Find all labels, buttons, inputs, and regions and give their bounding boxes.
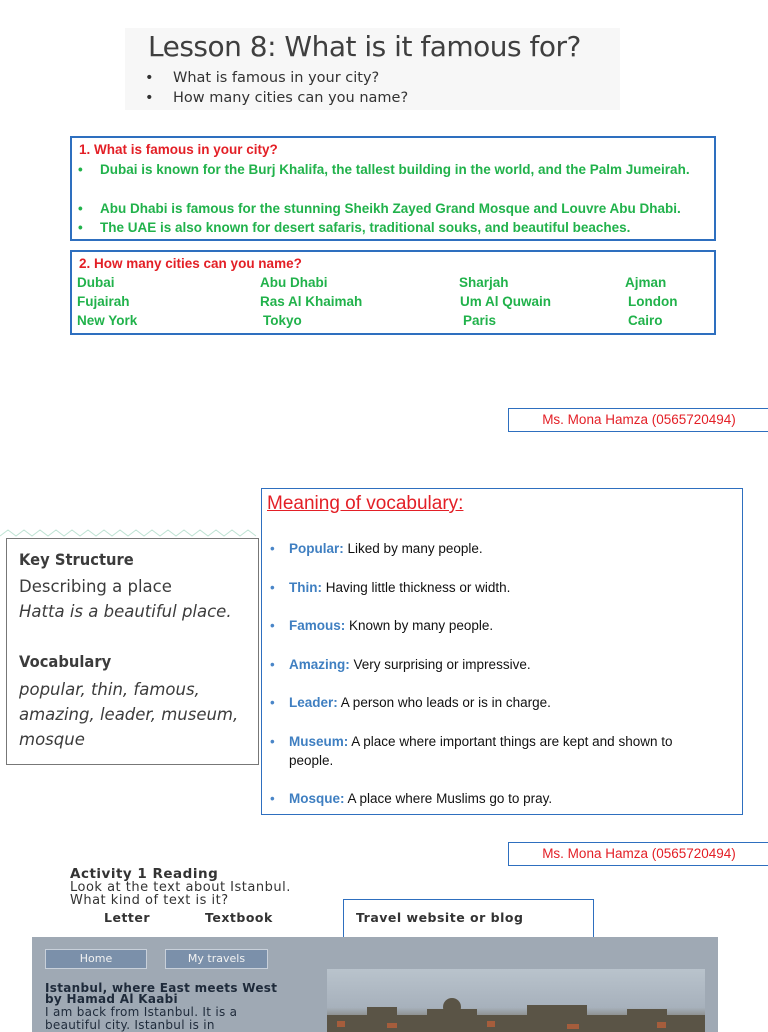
nav-home: Home xyxy=(45,949,147,969)
key-structure-line: Describing a place xyxy=(19,577,172,596)
lesson-bullet: • What is famous in your city? xyxy=(145,70,380,86)
blog-preview xyxy=(32,937,718,1032)
vocab-item: • Popular: Liked by many people. xyxy=(270,541,483,556)
city-name: Tokyo xyxy=(263,313,302,328)
vocab-item: • Thin: Having little thickness or width. xyxy=(270,580,511,595)
vocab-item: • Amazing: Very surprising or impressive. xyxy=(270,657,531,672)
question-1-title: 1. What is famous in your city? xyxy=(79,142,278,157)
teacher-credit: Ms. Mona Hamza (0565720494) xyxy=(508,842,768,866)
vocab-item: • Museum: A place where important things are kept and shown to people. xyxy=(270,734,673,768)
nav-my-travels: My travels xyxy=(165,949,268,969)
activity-title: Activity 1 Reading xyxy=(70,866,219,882)
blog-author: by Hamad Al Kaabi xyxy=(45,992,178,1006)
teacher-credit: Ms. Mona Hamza (0565720494) xyxy=(508,408,768,432)
key-structure-heading: Key Structure xyxy=(19,550,134,569)
vocab-item: • Famous: Known by many people. xyxy=(270,618,494,633)
vocabulary-line: amazing, leader, museum, xyxy=(19,705,239,724)
vocabulary-line: popular, thin, famous, xyxy=(19,680,200,699)
city-name: Sharjah xyxy=(459,275,509,290)
vocabulary-heading: Vocabulary xyxy=(19,652,112,671)
key-structure-example: Hatta is a beautiful place. xyxy=(19,602,232,621)
option-travel-website: Travel website or blog xyxy=(356,910,524,925)
answer-item: • Abu Dhabi is famous for the stunning Sheikh Zayed Grand Mosque and Louvre Abu Dhabi. xyxy=(78,201,681,216)
city-name: Paris xyxy=(463,313,497,328)
lesson-title: Lesson 8: What is it famous for? xyxy=(148,30,581,63)
city-name: Ajman xyxy=(625,275,667,290)
city-name: Fujairah xyxy=(77,294,130,309)
blog-body-line: beautiful city. Istanbul is in xyxy=(45,1018,215,1032)
activity-instruction: Look at the text about Istanbul. xyxy=(70,880,291,895)
lesson-header xyxy=(125,28,620,110)
answer-item: • The UAE is also known for desert safaris, traditional souks, and beautiful beaches. xyxy=(78,220,631,235)
vocabulary-meaning-title: Meaning of vocabulary: xyxy=(267,493,464,514)
city-name: Dubai xyxy=(77,275,115,290)
key-structure-card xyxy=(6,538,259,765)
option-letter: Letter xyxy=(104,910,151,925)
city-name: London xyxy=(628,294,678,309)
blog-body-line: I am back from Istanbul. It is a xyxy=(45,1005,238,1019)
answer-item: • Dubai is known for the Burj Khalifa, the tallest building in the world, and the Palm Jumeirah. xyxy=(78,162,690,177)
question-1-box xyxy=(70,136,716,241)
blog-heading: Istanbul, where East meets West xyxy=(45,981,278,995)
question-2-title: 2. How many cities can you name? xyxy=(79,256,302,271)
lesson-bullet: • How many cities can you name? xyxy=(145,90,409,106)
city-name: Cairo xyxy=(628,313,663,328)
vocabulary-meaning-box xyxy=(261,488,743,815)
city-name: Ras Al Khaimah xyxy=(260,294,363,309)
option-textbook: Textbook xyxy=(205,910,273,925)
city-name: New York xyxy=(77,313,138,328)
istanbul-photo xyxy=(327,969,705,1032)
city-name: Um Al Quwain xyxy=(460,294,552,309)
lesson-bullets xyxy=(145,68,408,108)
vocab-item: • Mosque: A place where Muslims go to pray. xyxy=(270,791,553,806)
vocab-item: • Leader: A person who leads or is in charge. xyxy=(270,695,551,710)
question-2-box xyxy=(70,250,716,335)
vocabulary-line: mosque xyxy=(19,730,85,749)
activity-question: What kind of text is it? xyxy=(70,893,229,908)
city-name: Abu Dhabi xyxy=(260,275,328,290)
